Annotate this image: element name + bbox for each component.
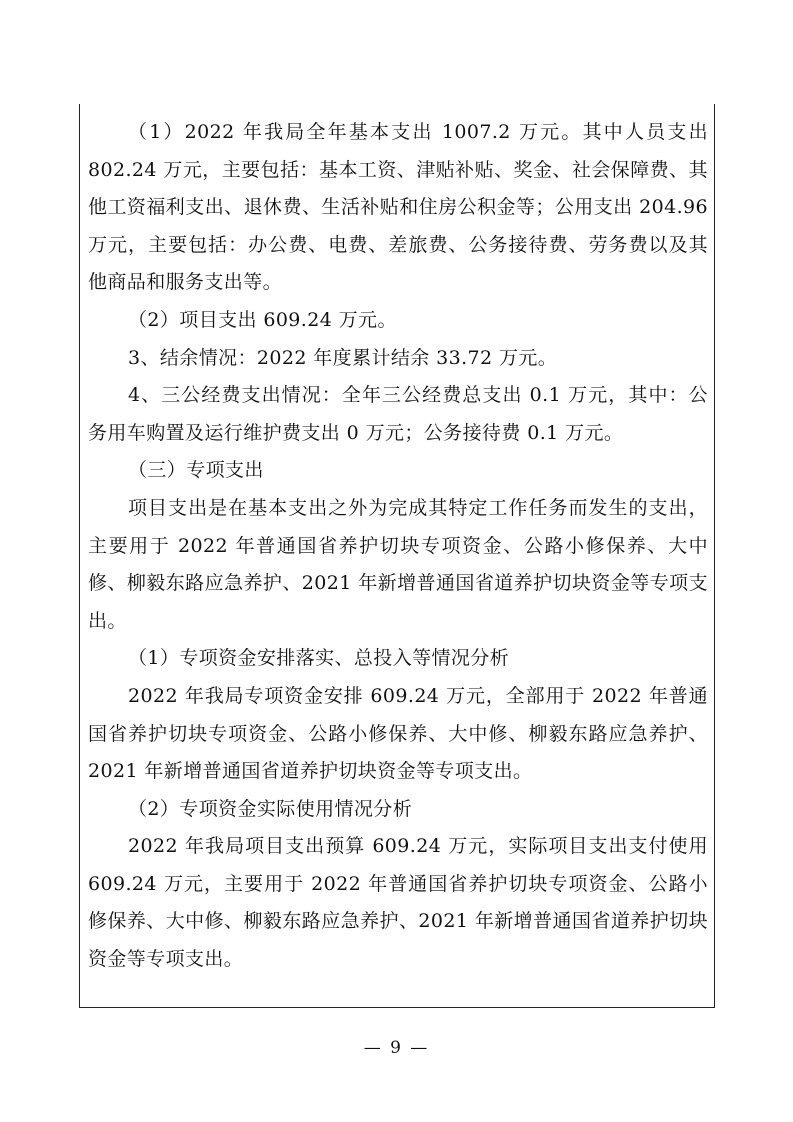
paragraph-fund-arrangement: 2022 年我局专项资金安排 609.24 万元，全部用于 2022 年普通国省养护切块专项资金、公路小修保养、大中修、柳毅东路应急养护、2021 年新增普通国省道养护切块资金等专项支出。 (88, 684, 708, 783)
paragraph-balance: 3、结余情况：2022 年度累计结余 33.72 万元。 (128, 346, 558, 369)
document-body (88, 114, 708, 979)
section-heading-special-expenditure: （三）专项支出 (128, 459, 264, 482)
subheading-fund-usage: （2）专项资金实际使用情况分析 (128, 797, 413, 820)
paragraph-basic-expenditure: （1）2022 年我局全年基本支出 1007.2 万元。其中人员支出 802.24 万元，主要包括：基本工资、津贴补贴、奖金、社会保障费、其他工资福利支出、退休费、生活补贴和住房公积金等；公用支出 204.96 万元，主要包括：办公费、电费、差旅费、公务接待费、劳务费以及其他商品和服务支出等。 (88, 121, 708, 294)
subheading-fund-arrangement: （1）专项资金安排落实、总投入等情况分析 (128, 647, 510, 670)
paragraph-project-expenditure: （2）项目支出 609.24 万元。 (128, 308, 397, 331)
page-number: — 9 — (363, 1038, 430, 1058)
paragraph-special-expenditure-intro: 项目支出是在基本支出之外为完成其特定工作任务而发生的支出，主要用于 2022 年普通国省养护切块专项资金、公路小修保养、大中修、柳毅东路应急养护、2021 年新增普通国省道养护切块资金等专项支出。 (88, 496, 708, 632)
paragraph-fund-usage: 2022 年我局项目支出预算 609.24 万元，实际项目支出支付使用 609.24 万元，主要用于 2022 年普通国省养护切块专项资金、公路小修保养、大中修、柳毅东路应急养护、2021 年新增普通国省道养护切块资金等专项支出。 (88, 835, 708, 971)
paragraph-three-public-expenses: 4、三公经费支出情况：全年三公经费总支出 0.1 万元，其中：公务用车购置及运行维护费支出 0 万元；公务接待费 0.1 万元。 (88, 384, 708, 444)
